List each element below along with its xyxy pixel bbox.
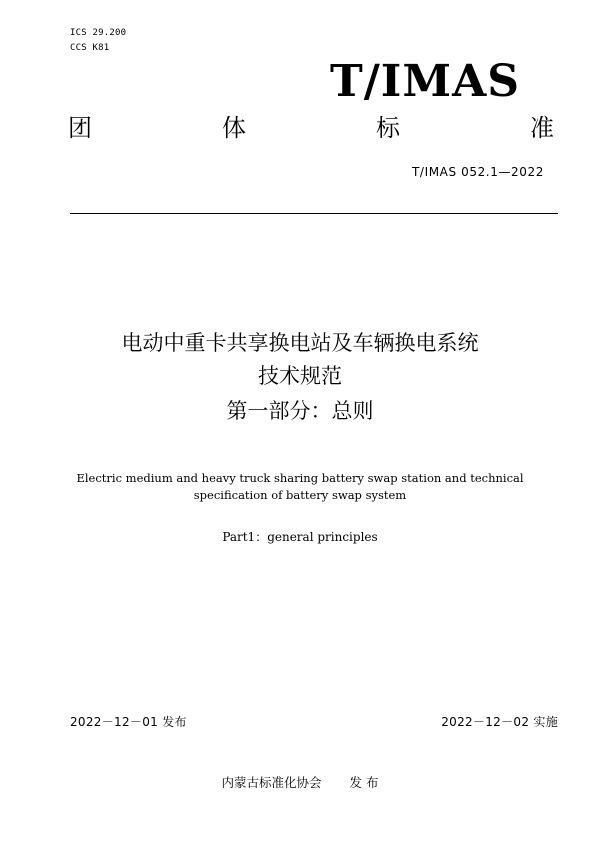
implement-date: 2022－12－02 实施 <box>441 715 558 729</box>
standard-type-title <box>68 116 554 140</box>
ccs-code: CCS K81 <box>70 43 110 53</box>
english-title-line-2: specification of battery swap system <box>193 488 407 502</box>
standard-type-char: 团 <box>68 114 92 142</box>
chinese-part-title: 第一部分：总则 <box>226 399 374 423</box>
english-title-line-1: Electric medium and heavy truck sharing battery swap station and technical <box>76 471 524 485</box>
standard-type-char: 标 <box>376 114 400 142</box>
standard-type-char: 准 <box>530 114 554 142</box>
chinese-title-line-2: 技术规范 <box>258 364 342 388</box>
publisher-action: 发 布 <box>349 775 379 790</box>
publisher-name: 内蒙古标准化协会 <box>221 775 322 790</box>
header-divider <box>70 213 558 214</box>
publish-date: 2022－12－01 发布 <box>70 715 187 729</box>
english-part-title: Part1：general principles <box>222 530 378 544</box>
standard-type-char: 体 <box>222 114 246 142</box>
chinese-title-line-1: 电动中重卡共享换电站及车辆换电系统 <box>121 331 479 355</box>
standard-logo: T/IMAS <box>329 56 520 107</box>
standard-number: T/IMAS 052.1—2022 <box>412 165 544 179</box>
publisher-line <box>0 777 600 790</box>
ics-code: ICS 29.200 <box>70 28 127 38</box>
